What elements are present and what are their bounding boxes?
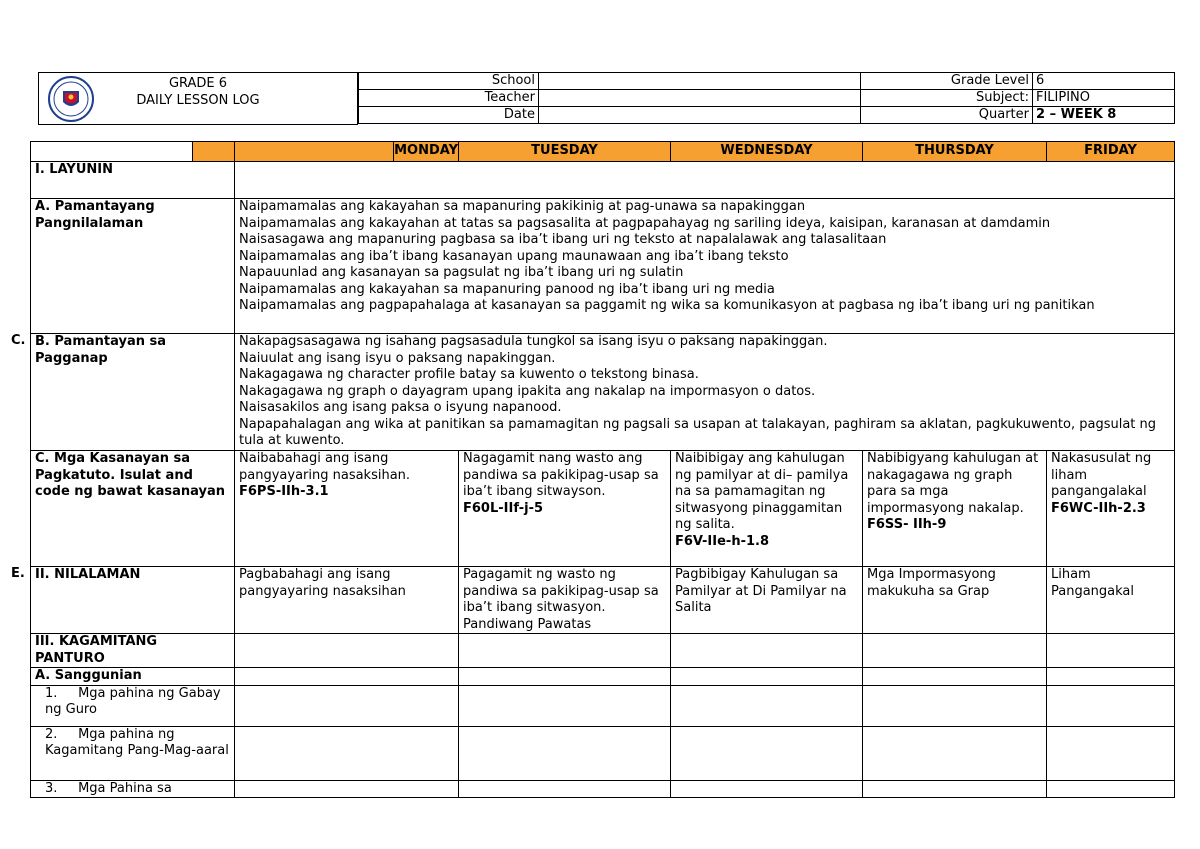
content-line: Naipamamalas ang kakayahan sa mapanuring panood ng iba’t ibang uri ng media (239, 281, 775, 297)
quarter-value: 2 – WEEK 8 (1033, 107, 1175, 124)
grade-level-value: 6 (1033, 73, 1175, 90)
kasanayan-text: Naibibigay ang kahulugan ng pamilyar at di– pamilya na sa pamamagitan ng sitwasyong pinaggamitan ng salita. (675, 451, 849, 532)
pamantayan-sa-pagganap-label: B. Pamantayan sa Pagganap (31, 334, 235, 451)
subject-label: Subject: (861, 90, 1033, 107)
day-header-corner (31, 142, 235, 162)
teacher-label: Teacher (359, 90, 539, 107)
empty-cell (1047, 634, 1175, 668)
competency-code: F6PS-IIh-3.1 (239, 484, 329, 499)
empty-cell (459, 685, 671, 726)
content-line: Nakagagawa ng graph o dayagram upang ipakita ang nakalap na impormasyon o datos. (239, 383, 816, 399)
kasanayan-thursday (863, 451, 1047, 567)
kasanayan-text: Nagagamit nang wasto ang pandiwa sa pakikipag-usap sa iba’t ibang sitwayson. (463, 451, 659, 499)
kagamitang-mag-aaral-label-cell (31, 726, 235, 780)
content-line: Nakapagsasagawa ng isahang pagsasadula tungkol sa isang isyu o paksang napakinggan. (239, 334, 828, 349)
grade-title: GRADE 6 (168, 76, 228, 91)
content-line: Naipamamalas ang kakayahan sa mapanuring pakikinig at pag-unawa sa napakinggan (239, 199, 806, 214)
grade-level-label: Grade Level (861, 73, 1033, 90)
competency-code: F60L-IIf-j-5 (463, 500, 544, 516)
pamantayang-pangnilalaman-content (235, 199, 1175, 334)
content-line: Naiuulat ang isang isyu o paksang napakinggan. (239, 350, 556, 366)
content-line: Napapahalagan ang wika at panitikan sa pamamagitan ng pagsali sa usapan at talakayan, paghiram sa aklatan, pagkukuwento, pagsulat ng tula at kuwento. (239, 416, 1157, 448)
day-label-thursday: THURSDAY (863, 142, 1047, 162)
date-field[interactable] (539, 107, 861, 124)
empty-cell (459, 668, 671, 686)
gabay-label: Mga pahina ng Gabay ng Guro (45, 685, 221, 717)
layunin-content (235, 162, 1175, 199)
nilalaman-monday: Pagbabahagi ang isang pangyayaring nasaksihan (235, 567, 459, 634)
teacher-field[interactable] (539, 90, 861, 107)
empty-cell (459, 726, 671, 780)
empty-cell (863, 634, 1047, 668)
empty-cell (863, 726, 1047, 780)
subject-value: FILIPINO (1033, 90, 1175, 107)
kasanayan-wednesday (671, 451, 863, 567)
empty-cell (863, 685, 1047, 726)
quarter-label: Quarter (861, 107, 1033, 124)
empty-cell (863, 780, 1047, 798)
side-letter-c: C. (11, 333, 26, 348)
kasanayan-label: C. Mga Kasanayan sa Pagkatuto. Isulat and code ng bawat kasanayan (31, 451, 235, 567)
empty-cell (863, 668, 1047, 686)
empty-cell (235, 780, 459, 798)
kagamitang-mag-aaral-label: Mga pahina ng Kagamitang Pang-Mag-aaral (45, 726, 229, 758)
kasanayan-friday (1047, 451, 1175, 567)
empty-cell (671, 685, 863, 726)
nilalaman-wednesday: Pagbibigay Kahulugan sa Pamilyar at Di Pamilyar na Salita (671, 567, 863, 634)
empty-cell (1047, 668, 1175, 686)
day-header-monday (235, 142, 459, 162)
header-title-box (38, 72, 358, 125)
empty-cell (459, 634, 671, 668)
empty-cell (235, 668, 459, 686)
school-label: School (359, 73, 539, 90)
content-line: Naisasakilos ang isang paksa o isyung napanood. (239, 400, 562, 415)
day-label-friday: FRIDAY (1047, 142, 1175, 162)
empty-cell (1047, 780, 1175, 798)
empty-cell (671, 726, 863, 780)
list-number: 3. (45, 780, 58, 796)
content-line: Naipamamalas ang pagpapahalaga at kasanayan sa paggamit ng wika sa komunikasyon at pagbasa ng iba’t ibang uri ng panitikan (239, 298, 1095, 313)
empty-cell (671, 780, 863, 798)
content-line: Naisasagawa ang mapanuring pagbasa sa iba’t ibang uri ng teksto at napalalawak ang talasalitaan (239, 232, 887, 247)
list-number: 1. (45, 685, 58, 701)
content-line: Napauunlad ang kasanayan sa pagsulat ng iba’t ibang uri ng sulatin (239, 265, 684, 280)
date-label: Date (359, 107, 539, 124)
kasanayan-text: Nabibigyang kahulugan at nakagagawa ng graph para sa mga impormasyong nakalap. (867, 451, 1039, 516)
list-number: 2. (45, 726, 58, 742)
kasanayan-text: Nakasusulat ng liham pangangalakal (1051, 451, 1152, 499)
pahina-sa-label-cell (31, 780, 235, 798)
log-title: DAILY LESSON LOG (136, 93, 260, 108)
nilalaman-label: II. NILALAMAN (31, 567, 235, 634)
sanggunian-label: A. Sanggunian (31, 668, 235, 686)
day-label-monday: MONDAY (394, 143, 458, 158)
day-header-row (31, 142, 1175, 162)
lesson-log-table (30, 141, 1175, 798)
nilalaman-tuesday: Pagagamit ng wasto ng pandiwa sa pakikipag-usap sa iba’t ibang sitwasyon. Pandiwang Pawatas (459, 567, 671, 634)
pamantayan-sa-pagganap-content (235, 334, 1175, 451)
school-field[interactable] (539, 73, 861, 90)
content-line: Nakagagawa ng character profile batay sa kuwento o tekstong binasa. (239, 367, 699, 382)
kagamitang-panturo-label: III. KAGAMITANG PANTURO (31, 634, 235, 668)
content-line: Naipamamalas ang kakayahan at tatas sa pagsasalita at pagpapahayag ng sariling ideya, kaisipan, karanasan at damdamin (239, 215, 1051, 231)
empty-cell (235, 685, 459, 726)
empty-cell (459, 780, 671, 798)
competency-code: F6V-IIe-h-1.8 (675, 533, 770, 549)
competency-code: F6WC-IIh-2.3 (1051, 500, 1146, 516)
layunin-label: I. LAYUNIN (31, 162, 235, 199)
day-label-wednesday: WEDNESDAY (671, 142, 863, 162)
competency-code: F6SS- IIh-9 (867, 517, 947, 532)
empty-cell (1047, 726, 1175, 780)
empty-cell (1047, 685, 1175, 726)
empty-cell (235, 726, 459, 780)
empty-cell (671, 634, 863, 668)
kasanayan-tuesday (459, 451, 671, 567)
empty-cell (235, 634, 459, 668)
day-label-tuesday: TUESDAY (459, 142, 671, 162)
nilalaman-thursday: Mga Impormasyong makukuha sa Grap (863, 567, 1047, 634)
kasanayan-monday (235, 451, 459, 567)
content-line: Naipamamalas ang iba’t ibang kasanayan upang maunawaan ang iba’t ibang teksto (239, 248, 789, 264)
pamantayang-pangnilalaman-label: A. Pamantayang Pangnilalaman (31, 199, 235, 334)
empty-cell (671, 668, 863, 686)
kasanayan-text: Naibabahagi ang isang pangyayaring nasaksihan. (239, 451, 411, 483)
header-info-table (358, 72, 1175, 124)
gabay-label-cell (31, 685, 235, 726)
nilalaman-friday: Liham Pangangakal (1047, 567, 1175, 634)
pahina-sa-label: Mga Pahina sa (78, 780, 172, 796)
side-letter-e: E. (11, 566, 25, 581)
